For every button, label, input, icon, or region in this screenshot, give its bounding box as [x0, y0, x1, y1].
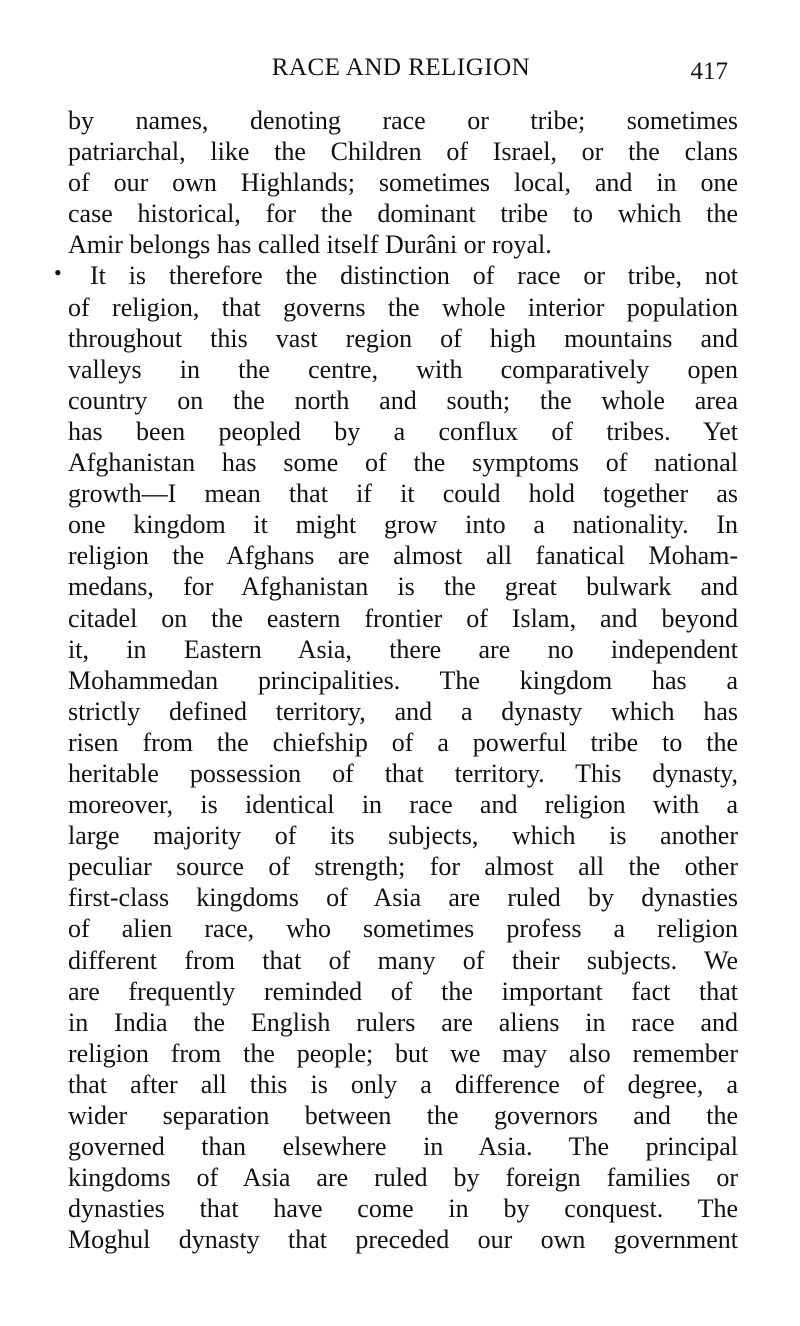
text-line: valleys in the centre, with comparatively open: [68, 354, 738, 384]
text-line: religion the Afghans are almost all fanatical Moham-: [68, 541, 738, 571]
text-line: first-class kingdoms of Asia are ruled by dynasties: [68, 883, 738, 913]
text-line: governed than elsewhere in Asia. The principal: [68, 1132, 738, 1162]
text-line: by names, denoting race or tribe; sometimes: [68, 106, 738, 135]
text-line: of alien race, who sometimes profess a religion: [68, 914, 738, 944]
bullet-mark: •: [54, 260, 62, 286]
text-line: religion from the people; but we may also remember: [68, 1038, 738, 1068]
text-line: It is therefore the distinction of race or tribe, not: [90, 261, 738, 291]
text-line: that after all this is only a difference of degree, a: [68, 1069, 738, 1099]
text-line: throughout this vast region of high mountains and: [68, 323, 738, 353]
text-line: of our own Highlands; sometimes local, and in one: [68, 168, 738, 198]
page-number: 417: [690, 58, 728, 85]
text-line: peculiar source of strength; for almost all the other: [68, 852, 738, 882]
text-line: strictly defined territory, and a dynasty which has: [68, 696, 738, 726]
text-line: has been peopled by a conflux of tribes. Yet: [68, 416, 738, 446]
text-line: Amir belongs has called itself Durâni or royal.: [68, 230, 552, 260]
page-body: [54, 105, 738, 1255]
text-line: citadel on the eastern frontier of Islam, and beyond: [68, 603, 738, 633]
text-line: country on the north and south; the whole area: [68, 385, 738, 415]
page-header: [68, 50, 734, 90]
text-line: different from that of many of their subjects. We: [68, 945, 738, 975]
text-line: growth—I mean that if it could hold together as: [68, 479, 738, 509]
text-line: moreover, is identical in race and religion with a: [68, 790, 738, 820]
text-line: medans, for Afghanistan is the great bulwark and: [68, 572, 738, 602]
text-line: wider separation between the governors and the: [68, 1101, 738, 1130]
paragraph: [54, 260, 738, 1255]
text-line: one kingdom it might grow into a nationality. In: [68, 510, 738, 540]
text-line: Mohammedan principalities. The kingdom has a: [68, 665, 738, 695]
text-line: dynasties that have come in by conquest. The: [68, 1194, 738, 1224]
text-line: large majority of its subjects, which is another: [68, 821, 738, 851]
text-line: in India the English rulers are aliens in race and: [68, 1007, 738, 1037]
text-line: of religion, that governs the whole interior population: [68, 292, 738, 322]
first-line-wrap: [54, 260, 738, 291]
text-line: Moghul dynasty that preceded our own government: [68, 1225, 738, 1255]
paragraph: [68, 105, 738, 260]
text-line: patriarchal, like the Children of Israel, or the clans: [68, 137, 738, 167]
text-line: kingdoms of Asia are ruled by foreign families or: [68, 1163, 738, 1193]
text-line: it, in Eastern Asia, there are no independent: [68, 634, 738, 664]
text-line: case historical, for the dominant tribe to which the: [68, 199, 738, 229]
text-line: are frequently reminded of the important fact that: [68, 976, 738, 1006]
text-line: Afghanistan has some of the symptoms of national: [68, 448, 738, 478]
running-title: RACE AND RELIGION: [271, 54, 531, 81]
text-line: heritable possession of that territory. This dynasty,: [68, 758, 738, 788]
text-line: risen from the chiefship of a powerful tribe to the: [68, 727, 738, 757]
